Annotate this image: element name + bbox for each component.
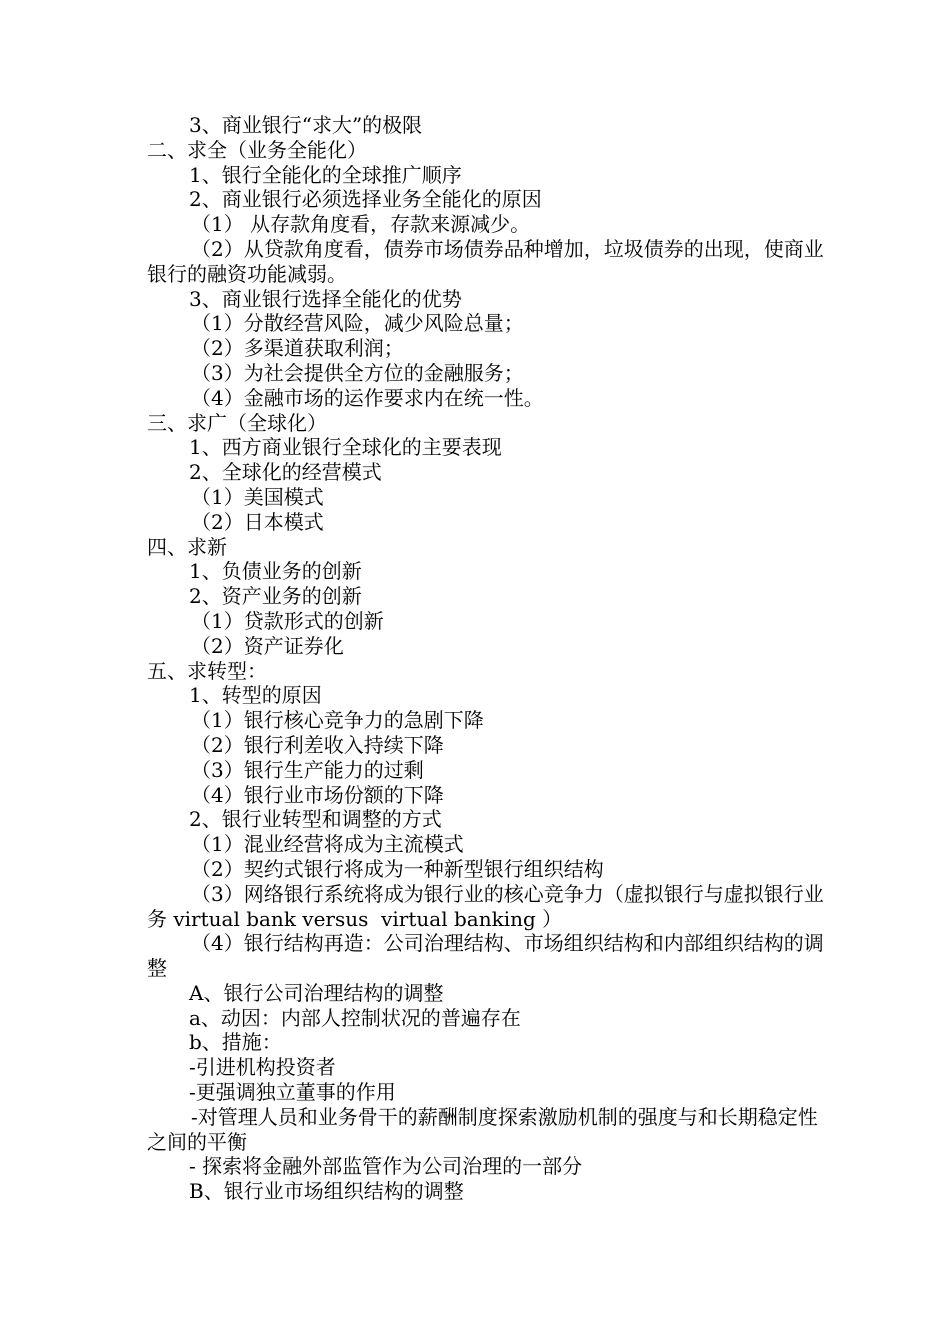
text-line: -引进机构投资者 (189, 1055, 336, 1080)
text-line: （4）银行结构再造：公司治理结构、市场组织结构和内部组织结构的调整 (147, 931, 824, 981)
text-line: （2）多渠道获取利润； (191, 336, 404, 361)
text-line: （3）网络银行系统将成为银行业的核心竞争力（虚拟银行与虚拟银行业务 virtual bank versus virtual banking ） (147, 881, 824, 931)
text-line: 1、银行全能化的全球推广顺序 (189, 162, 462, 187)
text-line: （2）从贷款角度看，债券市场债券品种增加，垃圾债券的出现，使商业银行的融资功能减弱。 (147, 236, 824, 286)
text-line: -对管理人员和业务骨干的薪酬制度探索激励机制的强度与和长期稳定性之间的平衡 (147, 1104, 818, 1154)
text-line: （1）贷款形式的创新 (191, 608, 384, 633)
text-line: 2、银行业转型和调整的方式 (189, 807, 442, 832)
text-line: 三、求广（全球化） (147, 410, 327, 435)
text-line: （1） 从存款角度看，存款来源减少。 (191, 212, 531, 237)
text-line: （4）金融市场的运作要求内在统一性。 (191, 385, 544, 410)
text-line: （2）资产证券化 (191, 633, 344, 658)
text-line: 1、负债业务的创新 (189, 559, 362, 584)
text-line: a、动因：内部人控制状况的普遍存在 (189, 1005, 521, 1030)
text-line: b、措施： (189, 1030, 282, 1055)
text-line: （2）银行利差收入持续下降 (191, 732, 444, 757)
text-line: B、银行业市场组织结构的调整 (189, 1179, 464, 1204)
text-line: 五、求转型： (147, 658, 267, 683)
text-line: 1、西方商业银行全球化的主要表现 (189, 435, 502, 460)
text-line: 四、求新 (147, 534, 227, 559)
text-line: （4）银行业市场份额的下降 (191, 782, 444, 807)
text-line: A、银行公司治理结构的调整 (189, 980, 444, 1005)
text-line: - 探索将金融外部监管作为公司治理的一部分 (189, 1154, 583, 1179)
text-line: 1、转型的原因 (189, 683, 322, 708)
text-line: （1）混业经营将成为主流模式 (191, 832, 464, 857)
text-line: 二、求全（业务全能化） (147, 137, 367, 162)
text-line: （2）契约式银行将成为一种新型银行组织结构 (191, 856, 604, 881)
text-line: （1）银行核心竞争力的急剧下降 (191, 708, 484, 733)
text-line: 3、商业银行选择全能化的优势 (189, 286, 462, 311)
text-line: 2、资产业务的创新 (189, 584, 362, 609)
text-line: （1）分散经营风险，减少风险总量； (191, 311, 524, 336)
text-line: （2）日本模式 (191, 509, 324, 534)
text-line: （3）银行生产能力的过剩 (191, 757, 424, 782)
text-line: 2、商业银行必须选择业务全能化的原因 (189, 187, 542, 212)
text-line: 3、商业银行“求大”的极限 (189, 113, 423, 137)
text-line: 2、全球化的经营模式 (189, 460, 382, 485)
text-line: -更强调独立董事的作用 (189, 1080, 396, 1105)
document-body (147, 113, 827, 1204)
text-line: （3）为社会提供全方位的金融服务； (191, 360, 524, 385)
text-line: （1）美国模式 (191, 484, 324, 509)
